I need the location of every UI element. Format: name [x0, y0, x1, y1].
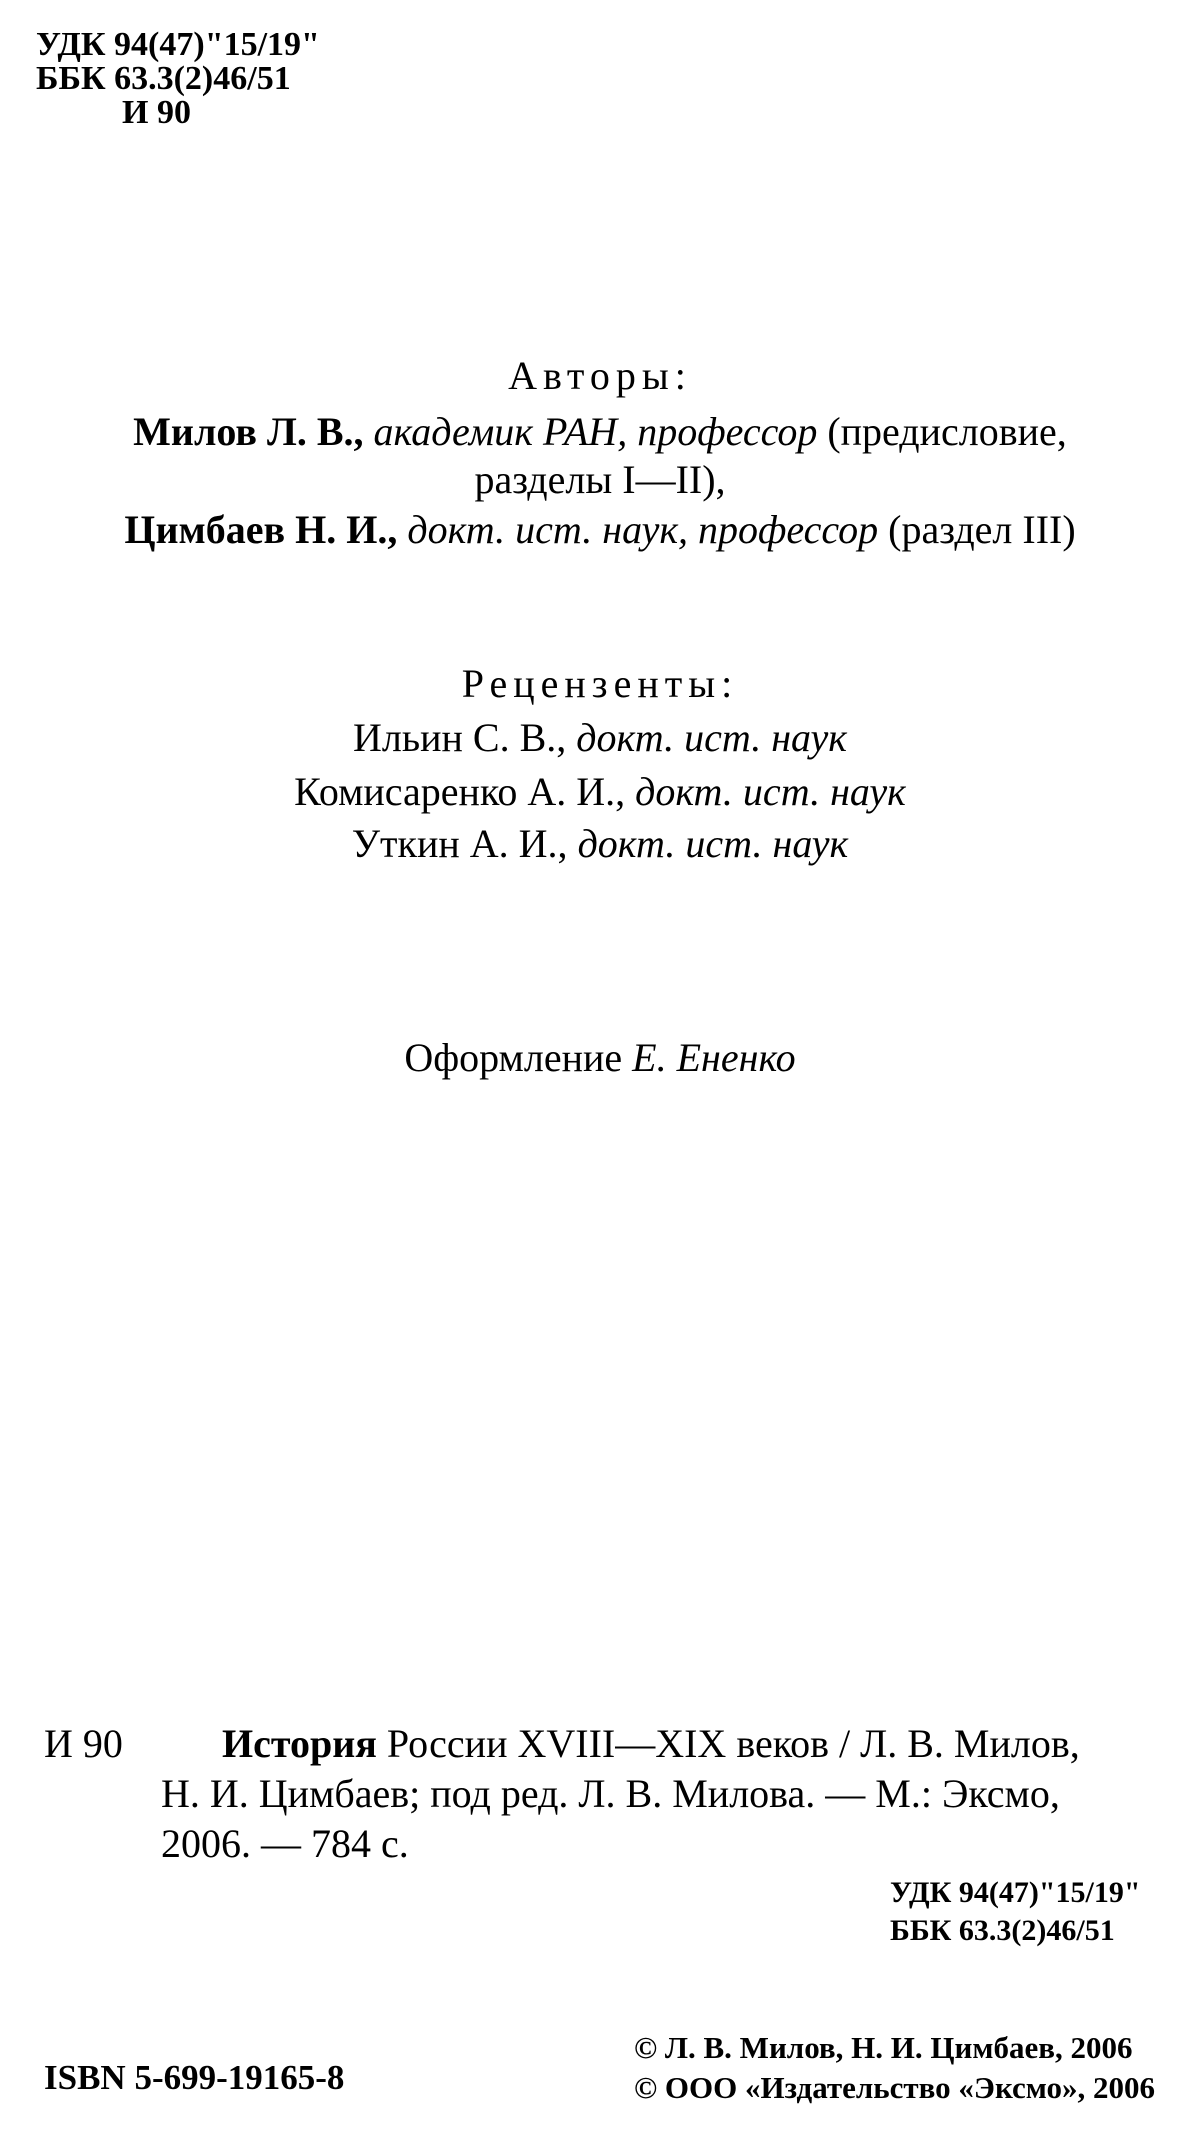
author1-name: Милов Л. В., [133, 409, 364, 454]
isbn-number: ISBN 5-699-19165-8 [44, 2058, 345, 2097]
reviewers-heading: Рецензенты: [461, 661, 739, 706]
author2-note: (раздел III) [888, 507, 1076, 552]
biblio-line-3: 2006. — 784 с. [161, 1821, 409, 1866]
authors-heading: Авторы: [508, 353, 692, 398]
biblio-title-bold: История [222, 1721, 377, 1766]
reviewer-name: Ильин С. В., [353, 715, 567, 760]
top-author-mark: И 90 [122, 94, 191, 131]
biblio-title-rest: России XVIII—XIX веков / Л. В. Милов, [386, 1721, 1080, 1766]
top-bbk-code: ББК 63.3(2)46/51 [36, 60, 291, 97]
author2-role: докт. ист. наук, профессор [407, 507, 879, 552]
author2-name: Цимбаев Н. И., [124, 507, 398, 552]
reviewer-degree: докт. ист. наук [635, 769, 906, 814]
author1-note-continued: разделы I—II), [474, 457, 726, 502]
author1-role: академик РАН, профессор [373, 409, 818, 454]
author2-line [0, 506, 1200, 553]
biblio-bbk-code: ББК 63.3(2)46/51 [890, 1914, 1115, 1947]
reviewer-line [0, 768, 1200, 815]
author1-line [0, 408, 1200, 455]
biblio-line-2: Н. И. Цимбаев; под ред. Л. В. Милова. — М.: Эксмо, [161, 1771, 1060, 1816]
biblio-line-1 [222, 1720, 1080, 1767]
top-classification-codes [36, 28, 320, 130]
biblio-udk-code: УДК 94(47)"15/19" [890, 1876, 1141, 1909]
reviewer-line [0, 714, 1200, 761]
copyright-publisher: © ООО «Издательство «Эксмо», 2006 [634, 2070, 1156, 2105]
reviewer-name: Уткин А. И., [351, 821, 568, 866]
author1-note: (предисловие, [827, 409, 1067, 454]
reviewer-line [0, 820, 1200, 867]
top-udk-code: УДК 94(47)"15/19" [36, 26, 320, 63]
reviewer-name: Комисаренко А. И., [294, 769, 626, 814]
design-credit [0, 1034, 1200, 1081]
design-name: Е. Ененко [632, 1035, 796, 1080]
biblio-code: И 90 [44, 1721, 123, 1766]
reviewer-degree: докт. ист. наук [577, 821, 849, 866]
reviewer-degree: докт. ист. наук [576, 715, 847, 760]
design-label: Оформление [404, 1035, 623, 1080]
copyright-authors: © Л. В. Милов, Н. И. Цимбаев, 2006 [634, 2030, 1133, 2065]
